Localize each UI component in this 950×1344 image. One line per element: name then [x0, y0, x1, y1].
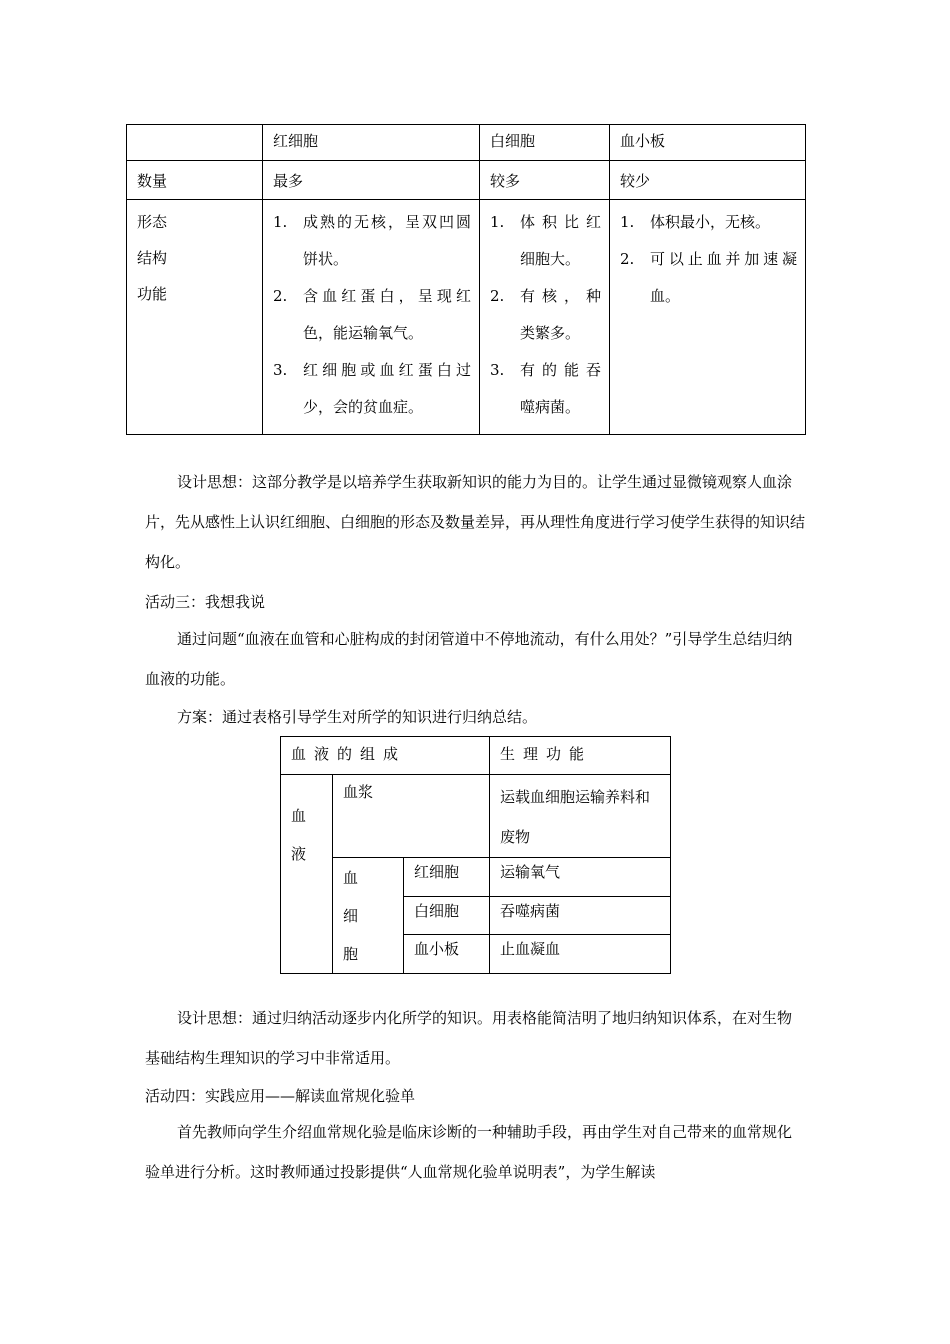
wbc-cell: [480, 200, 610, 435]
blood-composition-table: [280, 736, 671, 974]
table-header: 白细胞: [480, 125, 610, 161]
table-row: [281, 737, 671, 775]
cells-label-cell: 血 细 胞: [333, 858, 404, 974]
table-header: 血小板: [610, 125, 806, 161]
plan-paragraph: 方案：通过表格引导学生对所学的知识进行归纳总结。: [177, 708, 538, 726]
list-item: 1. 体积最小，无核。: [620, 213, 771, 231]
table-row: [127, 125, 806, 161]
table-row: [127, 161, 806, 200]
table-row: [127, 200, 806, 435]
blood-label-cell: 血 液: [281, 775, 333, 974]
table-header: 生理功能: [490, 737, 671, 775]
table-cell: 数量: [127, 161, 263, 200]
list-item: 2. 可以止血并加速凝 血。: [620, 250, 797, 305]
list-item: 2. 有核，种 类繁多。: [490, 287, 601, 342]
label-function: 功能: [137, 285, 168, 303]
table-cell: 红细胞: [404, 858, 490, 897]
table-row: [281, 858, 671, 897]
table-cell: [127, 125, 263, 161]
design-thought-paragraph-2: 设计思想：通过归纳活动逐步内化所学的知识。用表格能简洁明了地归纳知识体系，在对生物基础结构生理知识的学习中非常适用。: [145, 1009, 793, 1067]
table-cell: 运输氧气: [490, 858, 671, 897]
table-header: 血液的组成: [281, 737, 490, 775]
practice-paragraph: 首先教师向学生介绍血常规化验是临床诊断的一种辅助手段，再由学生对自己带来的血常规化验单进行分析。这时教师通过投影提供“人血常规化验单说明表”，为学生解读: [145, 1123, 793, 1181]
question-paragraph: 通过问题“血液在血管和心脏构成的封闭管道中不停地流动，有什么用处？”引导学生总结归纳血液的功能。: [145, 630, 793, 688]
list-item: 3. 有的能吞 噬病菌。: [490, 361, 601, 416]
table-row: [281, 775, 671, 858]
list-item: 1. 体积比红 细胞大。: [490, 213, 601, 268]
list-item: 3. 红细胞或血红蛋白过 少，会的贫血症。: [273, 361, 471, 416]
label-shape: 形态: [137, 213, 168, 231]
label-structure: 结构: [137, 249, 168, 267]
table-cell: 白细胞: [404, 896, 490, 935]
table-cell: 止血凝血: [490, 935, 671, 974]
plasma-function-cell: 运载血细胞运输养料和废物: [490, 775, 671, 858]
list-item: 1. 成熟的无核，呈双凹圆 饼状。: [273, 213, 471, 268]
platelet-cell: [610, 200, 806, 435]
blood-cells-table: [126, 124, 806, 435]
activity-three-heading: 活动三：我想我说: [145, 593, 266, 611]
activity-four-heading: 活动四：实践应用——解读血常规化验单: [145, 1087, 416, 1105]
props-label-cell: [127, 200, 263, 435]
table-header: 红细胞: [263, 125, 480, 161]
table-cell: 吞噬病菌: [490, 896, 671, 935]
list-item: 2. 含血红蛋白，呈现红 色，能运输氧气。: [273, 287, 471, 342]
table-cell: 最多: [263, 161, 480, 200]
table-cell: 较多: [480, 161, 610, 200]
rbc-cell: [263, 200, 480, 435]
table-cell: 较少: [610, 161, 806, 200]
table-cell: 血小板: [404, 935, 490, 974]
plasma-cell: 血浆: [333, 775, 490, 858]
design-thought-paragraph-1: 设计思想：这部分教学是以培养学生获取新知识的能力为目的。让学生通过显微镜观察人血涂片，先从感性上认识红细胞、白细胞的形态及数量差异，再从理性角度进行学习使学生获得的知识结构化。: [145, 473, 806, 571]
